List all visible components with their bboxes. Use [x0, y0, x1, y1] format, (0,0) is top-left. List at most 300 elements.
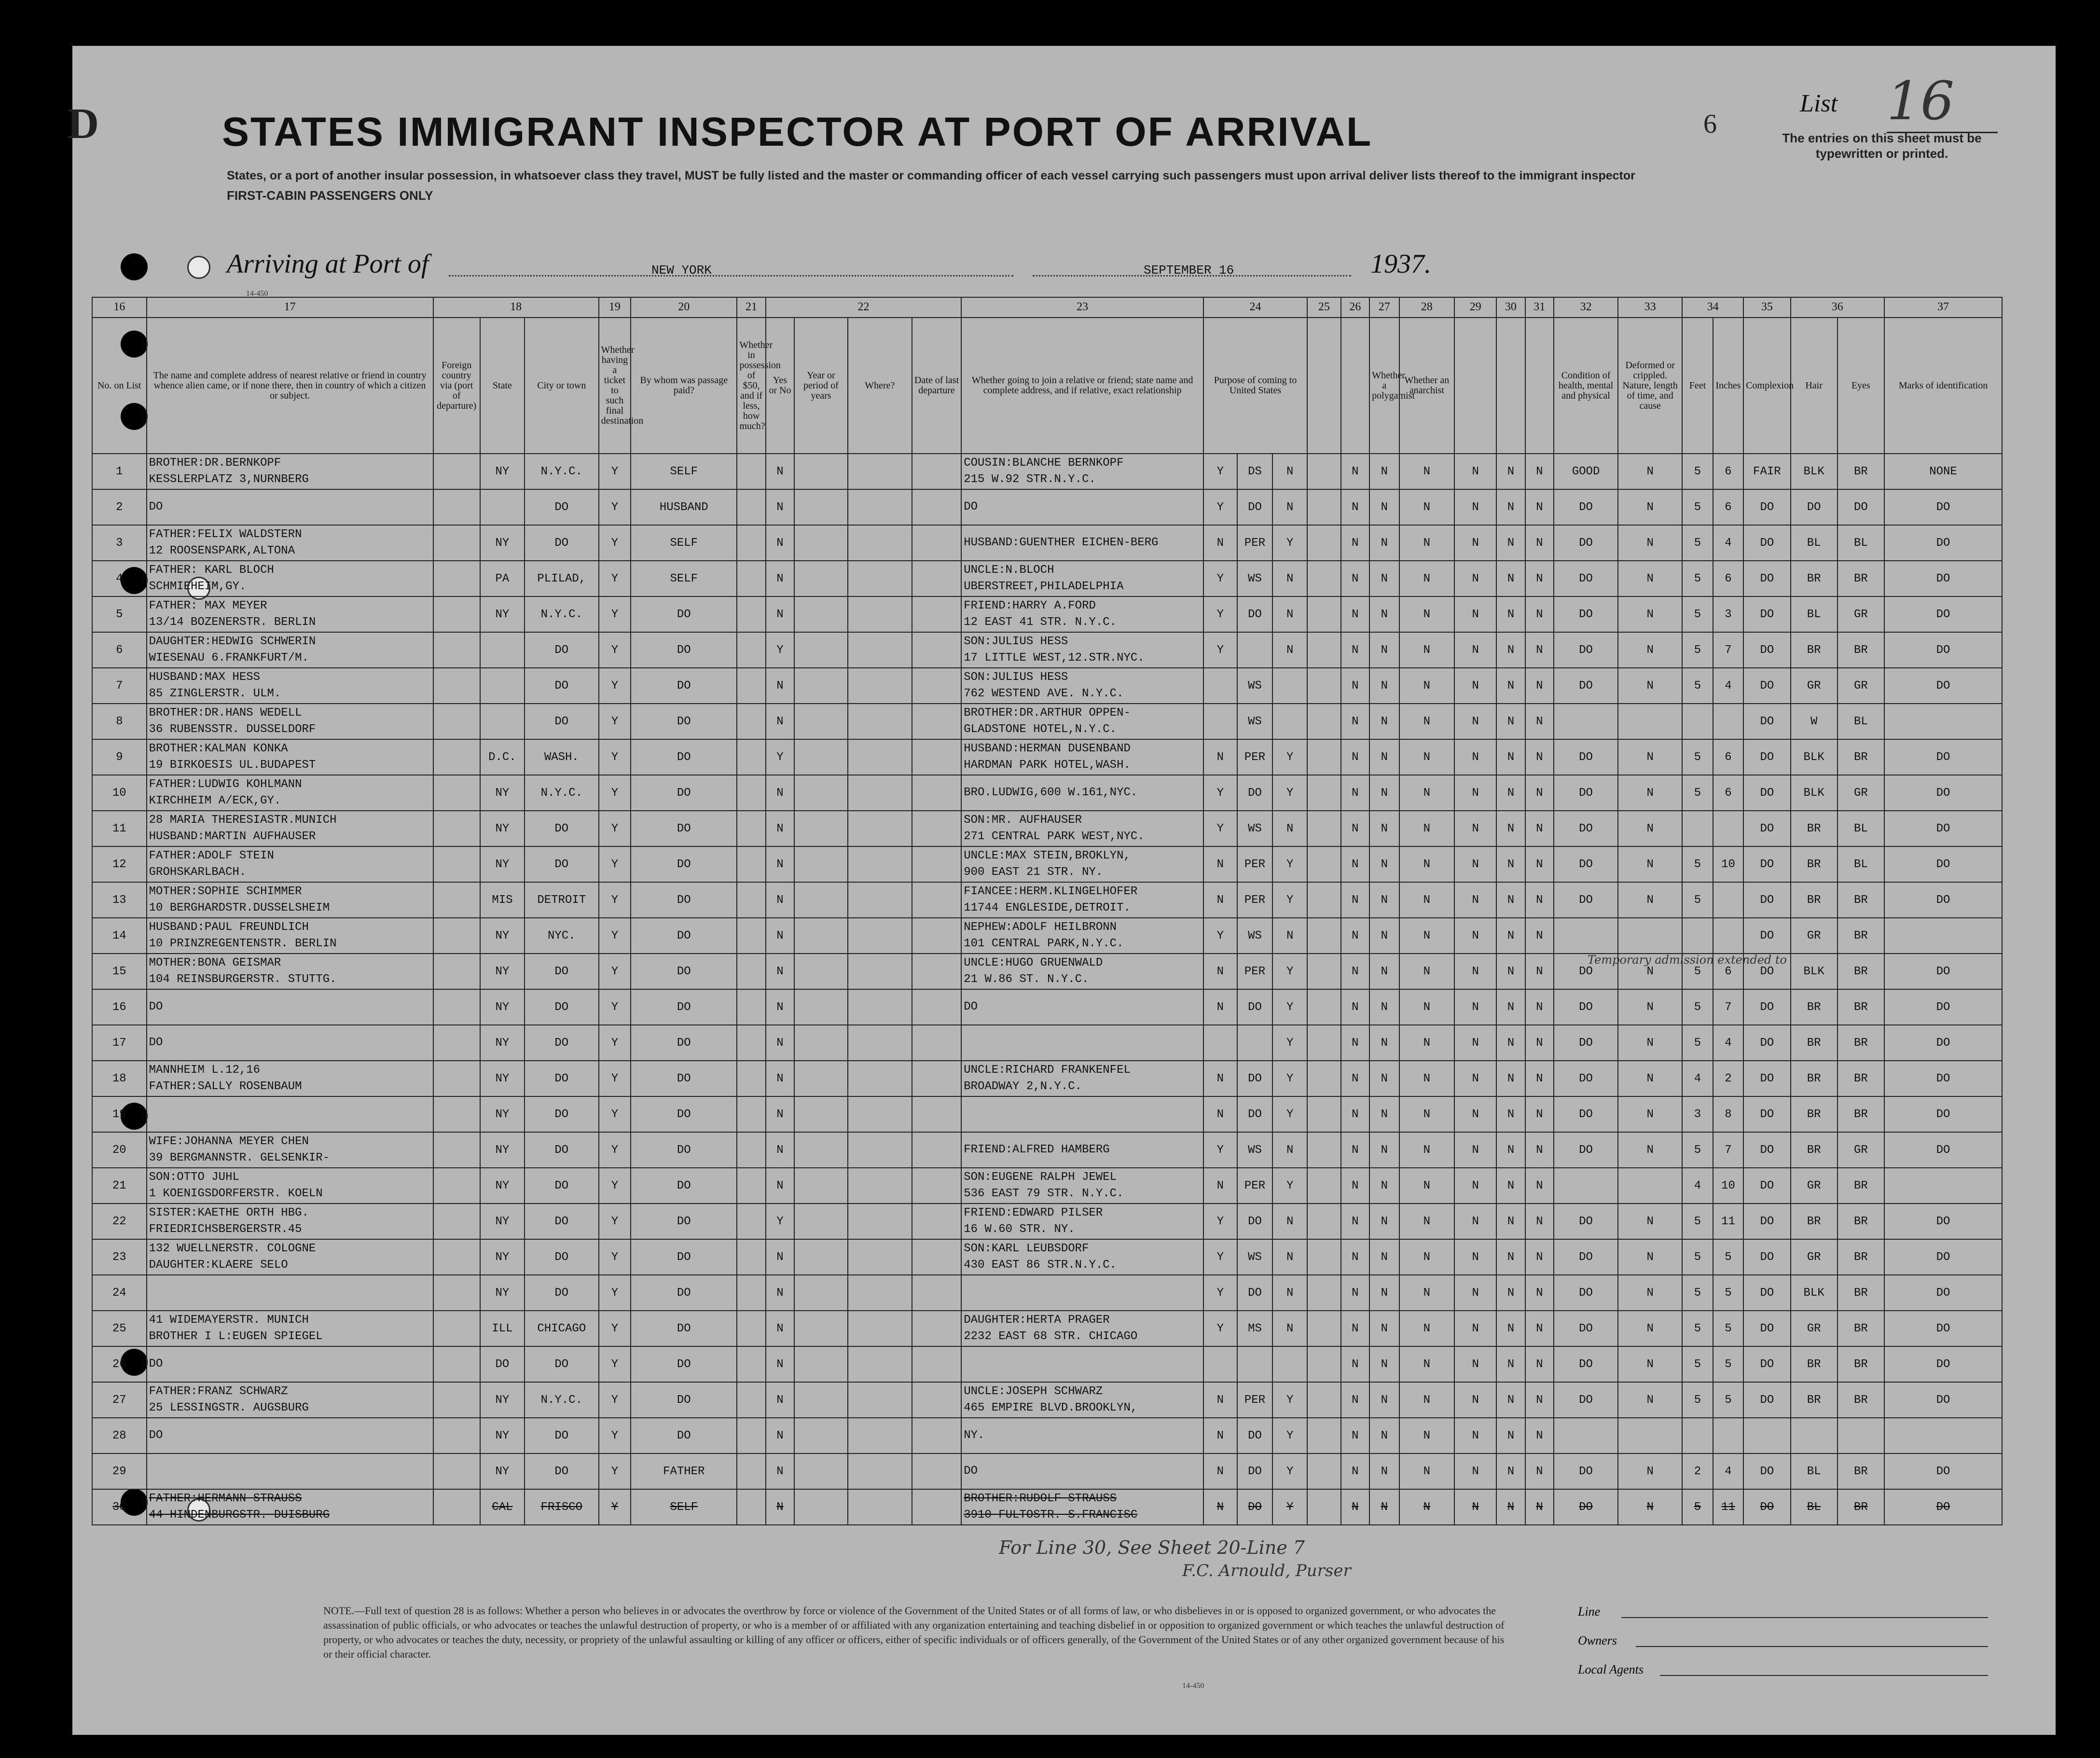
joining-relative-line1: FRIEND:ALFRED HAMBERG	[964, 1143, 1110, 1156]
health: DO	[1554, 1061, 1618, 1096]
nearest-relative-line1: 132 WUELLNERSTR. COLOGNE	[149, 1242, 316, 1255]
purpose-c: N	[1272, 1311, 1307, 1346]
marks: DO	[1884, 489, 2002, 525]
health: DO	[1554, 668, 1618, 704]
last-departure	[912, 1275, 961, 1311]
anarchist: N	[1399, 1096, 1455, 1132]
col-header-nearest-relative: The name and complete address of nearest relative or friend in country whence alien came, or if none there, then in country of which a citizen or subject.	[147, 318, 433, 454]
deformed	[1618, 704, 1682, 739]
joining-relative	[961, 489, 1203, 525]
col-header-anarchist: Whether an anarchist	[1399, 318, 1455, 454]
before-where	[848, 561, 912, 596]
q30: N	[1496, 882, 1525, 918]
joining-relative-line1: HUSBAND:GUENTHER EICHEN-BERG	[964, 536, 1159, 549]
foreign-country	[433, 454, 480, 489]
money	[737, 1418, 765, 1453]
height-feet: 5	[1682, 882, 1713, 918]
money	[737, 1453, 765, 1489]
eye-color: BL	[1838, 525, 1884, 561]
hair-color: DO	[1791, 489, 1838, 525]
row-number: 15	[92, 954, 147, 989]
purpose-c: Y	[1272, 954, 1307, 989]
before-where	[848, 739, 912, 775]
height-inches: 6	[1713, 954, 1743, 989]
purpose-b: DS	[1237, 454, 1273, 489]
nearest-relative	[147, 1346, 433, 1382]
deformed: N	[1618, 1275, 1682, 1311]
before-where	[848, 1453, 912, 1489]
height-feet: 5	[1682, 1489, 1713, 1525]
purpose-b: DO	[1237, 1204, 1273, 1239]
been-before: N	[766, 1489, 794, 1525]
q26: N	[1341, 775, 1369, 811]
anarchist: N	[1399, 882, 1455, 918]
purpose-b: MS	[1237, 1311, 1273, 1346]
purpose-a: N	[1203, 954, 1237, 989]
col-header-ticket: Whether having a ticket to such final destination	[599, 318, 631, 454]
purpose-c: Y	[1272, 882, 1307, 918]
purpose-a: Y	[1203, 1275, 1237, 1311]
money	[737, 668, 765, 704]
q25	[1307, 1382, 1341, 1418]
complexion: DO	[1743, 525, 1790, 561]
health: DO	[1554, 775, 1618, 811]
purpose-a: Y	[1203, 811, 1237, 846]
joining-relative	[961, 882, 1203, 918]
q29: N	[1454, 1096, 1496, 1132]
nearest-relative-line1: FATHER: KARL BLOCH	[149, 564, 274, 577]
ticket: Y	[599, 846, 631, 882]
anarchist: N	[1399, 1239, 1455, 1275]
q29: N	[1454, 989, 1496, 1025]
foreign-country	[433, 882, 480, 918]
height-feet	[1682, 918, 1713, 954]
purpose-c: N	[1272, 811, 1307, 846]
q31: N	[1525, 632, 1554, 668]
joining-relative	[961, 1275, 1203, 1311]
col-header-deformed: Deformed or crippled. Nature, length of time, and cause	[1618, 318, 1682, 454]
polygamist: N	[1369, 668, 1399, 704]
before-years	[794, 1489, 848, 1525]
arrival-year: 1937.	[1370, 249, 1431, 279]
been-before: N	[766, 1311, 794, 1346]
passage-paid: DO	[631, 668, 737, 704]
joining-relative-line2: 430 EAST 86 STR.N.Y.C.	[964, 1259, 1117, 1272]
purpose-b: DO	[1237, 596, 1273, 632]
purpose-c: Y	[1272, 775, 1307, 811]
passage-paid: DO	[631, 846, 737, 882]
anarchist: N	[1399, 954, 1455, 989]
q30: N	[1496, 775, 1525, 811]
polygamist: N	[1369, 1096, 1399, 1132]
last-departure	[912, 1418, 961, 1453]
complexion: DO	[1743, 632, 1790, 668]
col-num: 23	[961, 297, 1203, 318]
nearest-relative-line1: DO	[149, 1000, 163, 1013]
ticket: Y	[599, 775, 631, 811]
q31: N	[1525, 1061, 1554, 1096]
q29: N	[1454, 882, 1496, 918]
joining-relative-line2: 536 EAST 79 STR. N.Y.C.	[964, 1187, 1124, 1200]
height-inches: 11	[1713, 1204, 1743, 1239]
q31: N	[1525, 1453, 1554, 1489]
complexion	[1743, 1418, 1790, 1453]
before-where	[848, 918, 912, 954]
hair-color: GR	[1791, 1168, 1838, 1204]
purpose-c: N	[1272, 1239, 1307, 1275]
col-num: 37	[1884, 297, 2002, 318]
row-number: 4	[92, 561, 147, 596]
purpose-c: N	[1272, 561, 1307, 596]
joining-relative	[961, 525, 1203, 561]
complexion: DO	[1743, 775, 1790, 811]
q31: N	[1525, 775, 1554, 811]
anarchist: N	[1399, 668, 1455, 704]
polygamist: N	[1369, 1311, 1399, 1346]
anarchist: N	[1399, 454, 1455, 489]
q31: N	[1525, 1382, 1554, 1418]
q26: N	[1341, 668, 1369, 704]
dest-state: D.C.	[480, 739, 525, 775]
height-feet: 5	[1682, 525, 1713, 561]
ticket: Y	[599, 954, 631, 989]
table-row	[92, 1168, 2002, 1204]
table-row	[92, 704, 2002, 739]
before-where	[848, 1168, 912, 1204]
passage-paid: DO	[631, 775, 737, 811]
polygamist: N	[1369, 882, 1399, 918]
purpose-a: Y	[1203, 1239, 1237, 1275]
hair-color: BR	[1791, 1382, 1838, 1418]
height-inches: 11	[1713, 1489, 1743, 1525]
table-row	[92, 1204, 2002, 1239]
nearest-relative-line2: KIRCHHEIM A/ECK,GY.	[149, 794, 281, 807]
col-header-eyes: Eyes	[1838, 318, 1884, 454]
q26: N	[1341, 846, 1369, 882]
been-before: N	[766, 811, 794, 846]
before-years	[794, 1453, 848, 1489]
dest-city: DO	[525, 489, 599, 525]
passage-paid: DO	[631, 1025, 737, 1061]
joining-relative-line1: BROTHER:RUDOLF STRAUSS	[964, 1492, 1117, 1505]
ticket: Y	[599, 489, 631, 525]
q25	[1307, 918, 1341, 954]
q26: N	[1341, 918, 1369, 954]
punch-hole	[187, 256, 210, 279]
height-inches: 6	[1713, 489, 1743, 525]
anarchist: N	[1399, 489, 1455, 525]
polygamist: N	[1369, 989, 1399, 1025]
polygamist: N	[1369, 1382, 1399, 1418]
row-number: 6	[92, 632, 147, 668]
ticket: Y	[599, 596, 631, 632]
q29: N	[1454, 489, 1496, 525]
dest-city: DO	[525, 954, 599, 989]
q25	[1307, 1239, 1341, 1275]
anarchist: N	[1399, 632, 1455, 668]
health: DO	[1554, 632, 1618, 668]
anarchist: N	[1399, 596, 1455, 632]
q25	[1307, 954, 1341, 989]
nearest-relative	[147, 775, 433, 811]
height-inches: 3	[1713, 596, 1743, 632]
dest-city: N.Y.C.	[525, 454, 599, 489]
nearest-relative-line2: 39 BERGMANNSTR. GELSENKIR-	[149, 1151, 330, 1164]
owners-blank	[1636, 1646, 1988, 1647]
health	[1554, 1418, 1618, 1453]
been-before: Y	[766, 739, 794, 775]
purpose-c: Y	[1272, 1382, 1307, 1418]
nearest-relative	[147, 1418, 433, 1453]
row-number: 17	[92, 1025, 147, 1061]
nearest-relative	[147, 1096, 433, 1132]
before-years	[794, 1239, 848, 1275]
health: DO	[1554, 882, 1618, 918]
dest-city: DO	[525, 846, 599, 882]
before-where	[848, 1311, 912, 1346]
eye-color: GR	[1838, 1132, 1884, 1168]
dest-state: NY	[480, 1204, 525, 1239]
q30: N	[1496, 1132, 1525, 1168]
polygamist: N	[1369, 525, 1399, 561]
col-header-complexion: Complexion	[1743, 318, 1790, 454]
been-before: N	[766, 1453, 794, 1489]
q25	[1307, 1132, 1341, 1168]
q31: N	[1525, 882, 1554, 918]
before-years	[794, 811, 848, 846]
height-feet: 5	[1682, 1382, 1713, 1418]
purpose-b	[1237, 632, 1273, 668]
health: DO	[1554, 596, 1618, 632]
last-departure	[912, 1168, 961, 1204]
q30: N	[1496, 989, 1525, 1025]
deformed: N	[1618, 668, 1682, 704]
height-feet: 5	[1682, 668, 1713, 704]
joining-relative	[961, 775, 1203, 811]
nearest-relative-line1: MOTHER:SOPHIE SCHIMMER	[149, 885, 302, 898]
purpose-b: DO	[1237, 775, 1273, 811]
nearest-relative-line2: 19 BIRKOESIS UL.BUDAPEST	[149, 759, 316, 772]
complexion: DO	[1743, 1489, 1790, 1525]
dest-state: NY	[480, 525, 525, 561]
money	[737, 775, 765, 811]
money	[737, 596, 765, 632]
health: DO	[1554, 846, 1618, 882]
joining-relative-line2: 21 W.86 ST. N.Y.C.	[964, 973, 1089, 986]
last-departure	[912, 1204, 961, 1239]
dest-state: NY	[480, 1239, 525, 1275]
nearest-relative-line1: WIFE:JOHANNA MEYER CHEN	[149, 1135, 309, 1148]
deformed	[1618, 1168, 1682, 1204]
purpose-c: Y	[1272, 846, 1307, 882]
dest-state: NY	[480, 1096, 525, 1132]
before-where	[848, 1275, 912, 1311]
height-feet: 4	[1682, 1061, 1713, 1096]
polygamist: N	[1369, 704, 1399, 739]
last-departure	[912, 846, 961, 882]
col-num: 18	[433, 297, 599, 318]
q30: N	[1496, 1453, 1525, 1489]
nearest-relative-line1: MANNHEIM L.12,16	[149, 1064, 261, 1077]
q31: N	[1525, 1204, 1554, 1239]
complexion: DO	[1743, 1132, 1790, 1168]
nearest-relative	[147, 1061, 433, 1096]
height-inches: 10	[1713, 846, 1743, 882]
hair-color: BR	[1791, 1204, 1838, 1239]
dest-city: DO	[525, 1132, 599, 1168]
eye-color: BR	[1838, 1204, 1884, 1239]
passage-paid: SELF	[631, 525, 737, 561]
health: DO	[1554, 739, 1618, 775]
q30: N	[1496, 525, 1525, 561]
q29: N	[1454, 1239, 1496, 1275]
q31: N	[1525, 704, 1554, 739]
hair-color: BR	[1791, 846, 1838, 882]
table-row	[92, 525, 2002, 561]
last-departure	[912, 1453, 961, 1489]
column-number-row	[92, 297, 2002, 318]
nearest-relative-line2: HUSBAND:MARTIN AUFHAUSER	[149, 830, 316, 843]
q30: N	[1496, 1418, 1525, 1453]
foreign-country	[433, 1168, 480, 1204]
col-header-joining: Whether going to join a relative or friend; state name and complete address, and if relative, exact relationship	[961, 318, 1203, 454]
hair-color: BL	[1791, 1489, 1838, 1525]
joining-relative	[961, 811, 1203, 846]
complexion: DO	[1743, 596, 1790, 632]
nearest-relative-line2: 12 ROOSENSPARK,ALTONA	[149, 544, 295, 557]
q29: N	[1454, 1489, 1496, 1525]
q30: N	[1496, 596, 1525, 632]
before-years	[794, 739, 848, 775]
been-before: N	[766, 918, 794, 954]
before-years	[794, 561, 848, 596]
anarchist: N	[1399, 1025, 1455, 1061]
complexion: DO	[1743, 811, 1790, 846]
hair-color: BLK	[1791, 739, 1838, 775]
eye-color: BR	[1838, 1096, 1884, 1132]
ticket: Y	[599, 1275, 631, 1311]
q25	[1307, 1275, 1341, 1311]
passage-paid: DO	[631, 1346, 737, 1382]
nearest-relative	[147, 846, 433, 882]
table-row	[92, 811, 2002, 846]
purpose-c: Y	[1272, 1061, 1307, 1096]
q26: N	[1341, 989, 1369, 1025]
height-inches: 6	[1713, 739, 1743, 775]
before-years	[794, 1382, 848, 1418]
dest-state: NY	[480, 1132, 525, 1168]
purpose-c: Y	[1272, 1168, 1307, 1204]
dest-city: DO	[525, 1061, 599, 1096]
dest-city: DO	[525, 1453, 599, 1489]
nearest-relative-line1: 28 MARIA THERESIASTR.MUNICH	[149, 814, 337, 827]
before-years	[794, 1025, 848, 1061]
row-number: 11	[92, 811, 147, 846]
purpose-b: PER	[1237, 1168, 1273, 1204]
complexion: DO	[1743, 1096, 1790, 1132]
col-header-purpose: Purpose of coming to United States	[1203, 318, 1307, 454]
joining-relative-line1: FRIEND:EDWARD PILSER	[964, 1206, 1103, 1219]
anarchist: N	[1399, 775, 1455, 811]
dest-city: NYC.	[525, 918, 599, 954]
q29: N	[1454, 846, 1496, 882]
q29: N	[1454, 775, 1496, 811]
before-where	[848, 596, 912, 632]
health: DO	[1554, 1275, 1618, 1311]
last-departure	[912, 525, 961, 561]
table-row	[92, 596, 2002, 632]
eye-color: BR	[1838, 882, 1884, 918]
col-num: 16	[92, 297, 147, 318]
purpose-a: Y	[1203, 1204, 1237, 1239]
purpose-c: Y	[1272, 1453, 1307, 1489]
health: DO	[1554, 1239, 1618, 1275]
height-feet: 4	[1682, 1168, 1713, 1204]
passage-paid: SELF	[631, 1489, 737, 1525]
before-where	[848, 1418, 912, 1453]
col-num: 35	[1743, 297, 1790, 318]
purpose-b	[1237, 1025, 1273, 1061]
deformed: N	[1618, 989, 1682, 1025]
height-inches	[1713, 918, 1743, 954]
money	[737, 1025, 765, 1061]
height-feet: 5	[1682, 1346, 1713, 1382]
col-header-25	[1307, 318, 1341, 454]
purpose-a	[1203, 1025, 1237, 1061]
ticket: Y	[599, 561, 631, 596]
q30: N	[1496, 632, 1525, 668]
q31: N	[1525, 811, 1554, 846]
purpose-a	[1203, 1346, 1237, 1382]
polygamist: N	[1369, 1489, 1399, 1525]
foreign-country	[433, 1239, 480, 1275]
row-number: 9	[92, 739, 147, 775]
purpose-a: N	[1203, 1453, 1237, 1489]
complexion: DO	[1743, 1025, 1790, 1061]
dest-state: ILL	[480, 1311, 525, 1346]
deformed: N	[1618, 775, 1682, 811]
q29: N	[1454, 1275, 1496, 1311]
joining-relative	[961, 1061, 1203, 1096]
col-num: 17	[147, 297, 433, 318]
foreign-country	[433, 1275, 480, 1311]
purpose-b: DO	[1237, 1096, 1273, 1132]
before-years	[794, 775, 848, 811]
complexion: DO	[1743, 882, 1790, 918]
q26: N	[1341, 1275, 1369, 1311]
dest-state: NY	[480, 1168, 525, 1204]
last-departure	[912, 596, 961, 632]
purpose-b	[1237, 1346, 1273, 1382]
q30: N	[1496, 1346, 1525, 1382]
health: DO	[1554, 989, 1618, 1025]
money	[737, 1132, 765, 1168]
q29: N	[1454, 632, 1496, 668]
q31: N	[1525, 1489, 1554, 1525]
q30: N	[1496, 1061, 1525, 1096]
col-num: 19	[599, 297, 631, 318]
q31: N	[1525, 989, 1554, 1025]
left-page-fragment: D	[68, 100, 99, 148]
anarchist: N	[1399, 1061, 1455, 1096]
height-inches: 7	[1713, 989, 1743, 1025]
row-number: 29	[92, 1453, 147, 1489]
height-feet: 5	[1682, 561, 1713, 596]
eye-color: BR	[1838, 989, 1884, 1025]
joining-relative	[961, 561, 1203, 596]
q25	[1307, 1061, 1341, 1096]
col-num: 28	[1399, 297, 1455, 318]
